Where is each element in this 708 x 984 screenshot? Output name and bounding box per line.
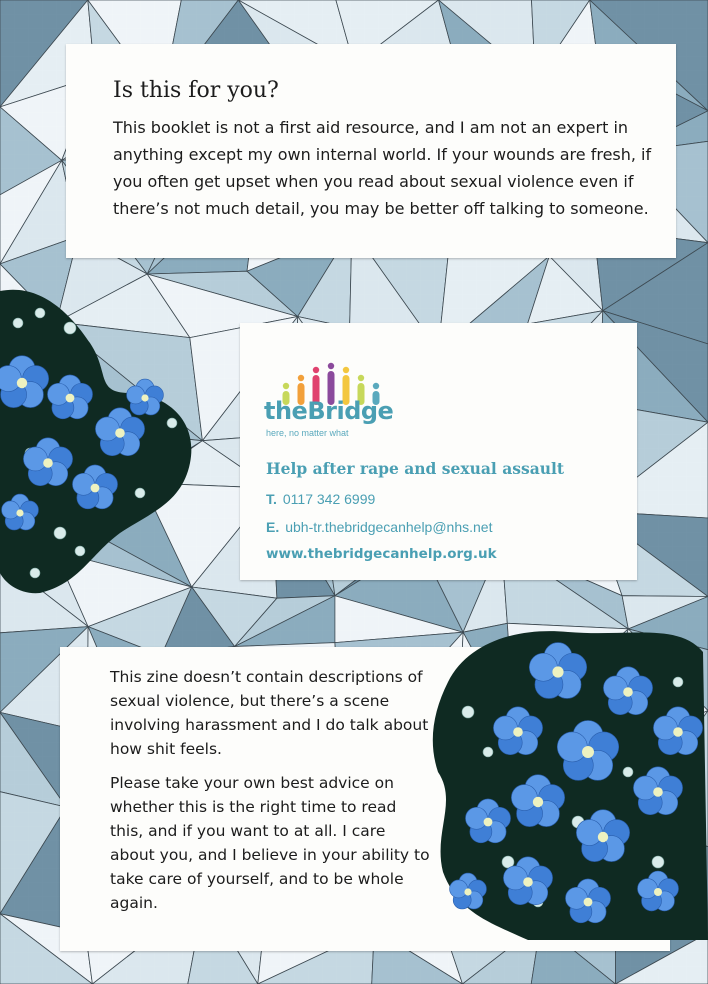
- flower-bud-icon: [462, 706, 474, 718]
- phone-number: 0117 342 6999: [282, 491, 376, 507]
- flower-bud-icon: [64, 322, 76, 334]
- flower-bud-icon: [483, 747, 493, 757]
- logo-tagline: here, no matter what: [266, 428, 349, 438]
- email-label: E.: [266, 519, 280, 535]
- flower-bud-icon: [13, 318, 23, 328]
- flower-bud-icon: [135, 488, 145, 498]
- flower-bud-icon: [35, 308, 45, 318]
- forget-me-not-flower-icon: [127, 379, 164, 415]
- the-bridge-contact-card: [240, 323, 637, 580]
- intro-title: Is this for you?: [113, 78, 279, 103]
- email-line: [266, 519, 492, 535]
- forget-me-not-flowers-right: [428, 622, 708, 940]
- flower-bud-icon: [167, 418, 177, 428]
- flower-bud-icon: [75, 546, 85, 556]
- warning-paragraph-2: Please take your own best advice on whether this is the right time to read this, and if you want to at all. I care about you, and I believe in your ability to take care of yourself, and to be whole again.: [110, 774, 430, 912]
- flower-bud-icon: [673, 677, 683, 687]
- phone-line: [266, 491, 375, 507]
- flower-bud-icon: [54, 527, 66, 539]
- warning-paragraph-1: This zine doesn’t contain descriptions of sexual violence, but there’s a scene involving harassment and I do talk about how shit feels.: [110, 668, 429, 758]
- intro-card: [66, 44, 676, 258]
- flower-bud-icon: [652, 856, 664, 868]
- logo-wordmark: theBridge: [264, 397, 394, 425]
- phone-label: T.: [266, 491, 277, 507]
- help-heading: Help after rape and sexual assault: [266, 459, 565, 478]
- intro-body: This booklet is not a first aid resource, and I am not an expert in anything except my own internal world. If your wounds are fresh, if you often get upset when you read about sexual violence even if there’s not much detail, you may be better off talking to someone.: [113, 118, 652, 218]
- website-link[interactable]: www.thebridgecanhelp.org.uk: [266, 546, 497, 562]
- email-address[interactable]: ubh-tr.thebridgecanhelp@nhs.net: [285, 519, 493, 535]
- flower-bud-icon: [623, 767, 633, 777]
- forget-me-not-flowers-left: [0, 283, 200, 595]
- flower-bud-icon: [30, 568, 40, 578]
